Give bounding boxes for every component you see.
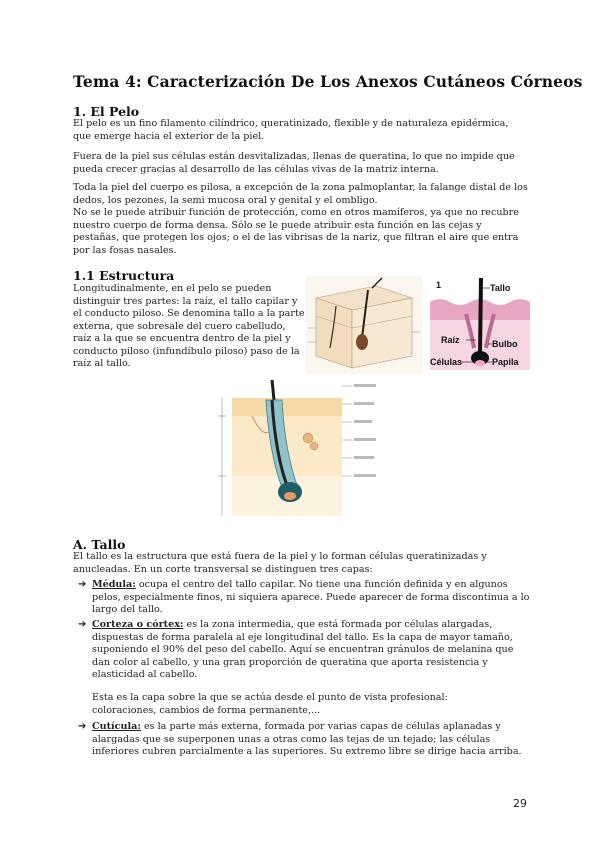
skin-block-figure — [306, 276, 422, 374]
paragraph: Esta es la capa sobre la que se actúa desde el punto de vista profesional: coloraciones, cambios de forma permanente,... — [92, 692, 448, 716]
hair-parts-diagram — [430, 274, 530, 370]
term-medula: Médula: — [92, 579, 136, 590]
label-raiz: Raíz — [441, 335, 460, 345]
label-papila: Papila — [492, 357, 519, 367]
paragraph: Longitudinalmente, en el pelo se pueden distinguir tres partes: la raíz, el tallo capilar y el conducto piloso. Se denomina tallo a la parte externa, que sobresale del cuero cabelludo, raíz a la que se encuentra dentro de la piel y conducto piloso (infundíbulo piloso) paso de la raíz al tallo. — [73, 283, 305, 369]
label-celulas: Células — [430, 357, 463, 367]
diagram-number: 1 — [436, 280, 442, 290]
heading-tallo: A. Tallo — [73, 537, 126, 552]
paragraph: Toda la piel del cuerpo es pilosa, a excepción de la zona palmoplantar, la falange distal de los dedos, los pezones, la semi mucosa oral y genital y el ombligo. — [73, 182, 528, 206]
paragraph: El pelo es un fino filamento cilíndrico, queratinizado, flexible y de naturaleza epidérmica, que emerge hacia el exterior de la piel. — [73, 118, 509, 142]
page-number: 29 — [513, 797, 527, 810]
term-cuticula: Cutícula: — [92, 721, 141, 732]
heading-el-pelo: 1. El Pelo — [73, 104, 140, 119]
page-title: Tema 4: Caracterización De Los Anexos Cutáneos Córneos — [73, 72, 583, 91]
list-item-medula: ➔ Médula: ocupa el centro del tallo capilar. No tiene una función definida y en algunos pelos, especialmente finos, ni siquiera aparece. Puede aparecer de forma discontinua a lo largo del tallo. — [78, 579, 530, 615]
list-item-cuticula: ➔ Cutícula: es la parte más externa, formada por varias capas de células aplanadas y alargadas que se superponen unas a otras como las tejas de un tejado; las células inferiores cubren parcialmente a las superiores. Su extremo libre se dirige hacia arriba. — [78, 721, 522, 757]
heading-estructura: 1.1 Estructura — [73, 268, 175, 283]
paragraph: No se le puede atribuir función de protección, como en otros mamíferos, ya que no recubre nuestro cuerpo de forma densa. Sólo se le puede atribuir esta función en las cejas y pestañas, que protegen los ojos; o el de las vibrisas de la nariz, que filtran el aire que entra por las fosas nasales. — [73, 207, 519, 256]
follicle-section-figure — [212, 376, 380, 522]
label-tallo: Tallo — [490, 283, 511, 293]
list-item-corteza: ➔ Corteza o córtex: es la zona intermedia, que está formada por células alargadas, dispuestas de forma paralela al eje longitudinal del tallo. Es la capa de mayor tamaño, suponiendo el 90% del peso del cabello. Aquí se encuentran gránulos de melanina que dan color al cabello, y una gran proporción de queratina que aporta resistencia y elasticidad al cabello. — [78, 619, 514, 680]
term-corteza: Corteza o córtex: — [92, 619, 184, 630]
paragraph: El tallo es la estructura que está fuera de la piel y lo forman células queratinizadas y anucleadas. En un corte transversal se distinguen tres capas: — [73, 551, 487, 575]
paragraph: Fuera de la piel sus células están desvitalizadas, llenas de queratina, lo que no impide que pueda crecer gracias al desarrollo de las células vivas de la matriz interna. — [73, 151, 515, 175]
label-bulbo: Bulbo — [492, 339, 518, 349]
